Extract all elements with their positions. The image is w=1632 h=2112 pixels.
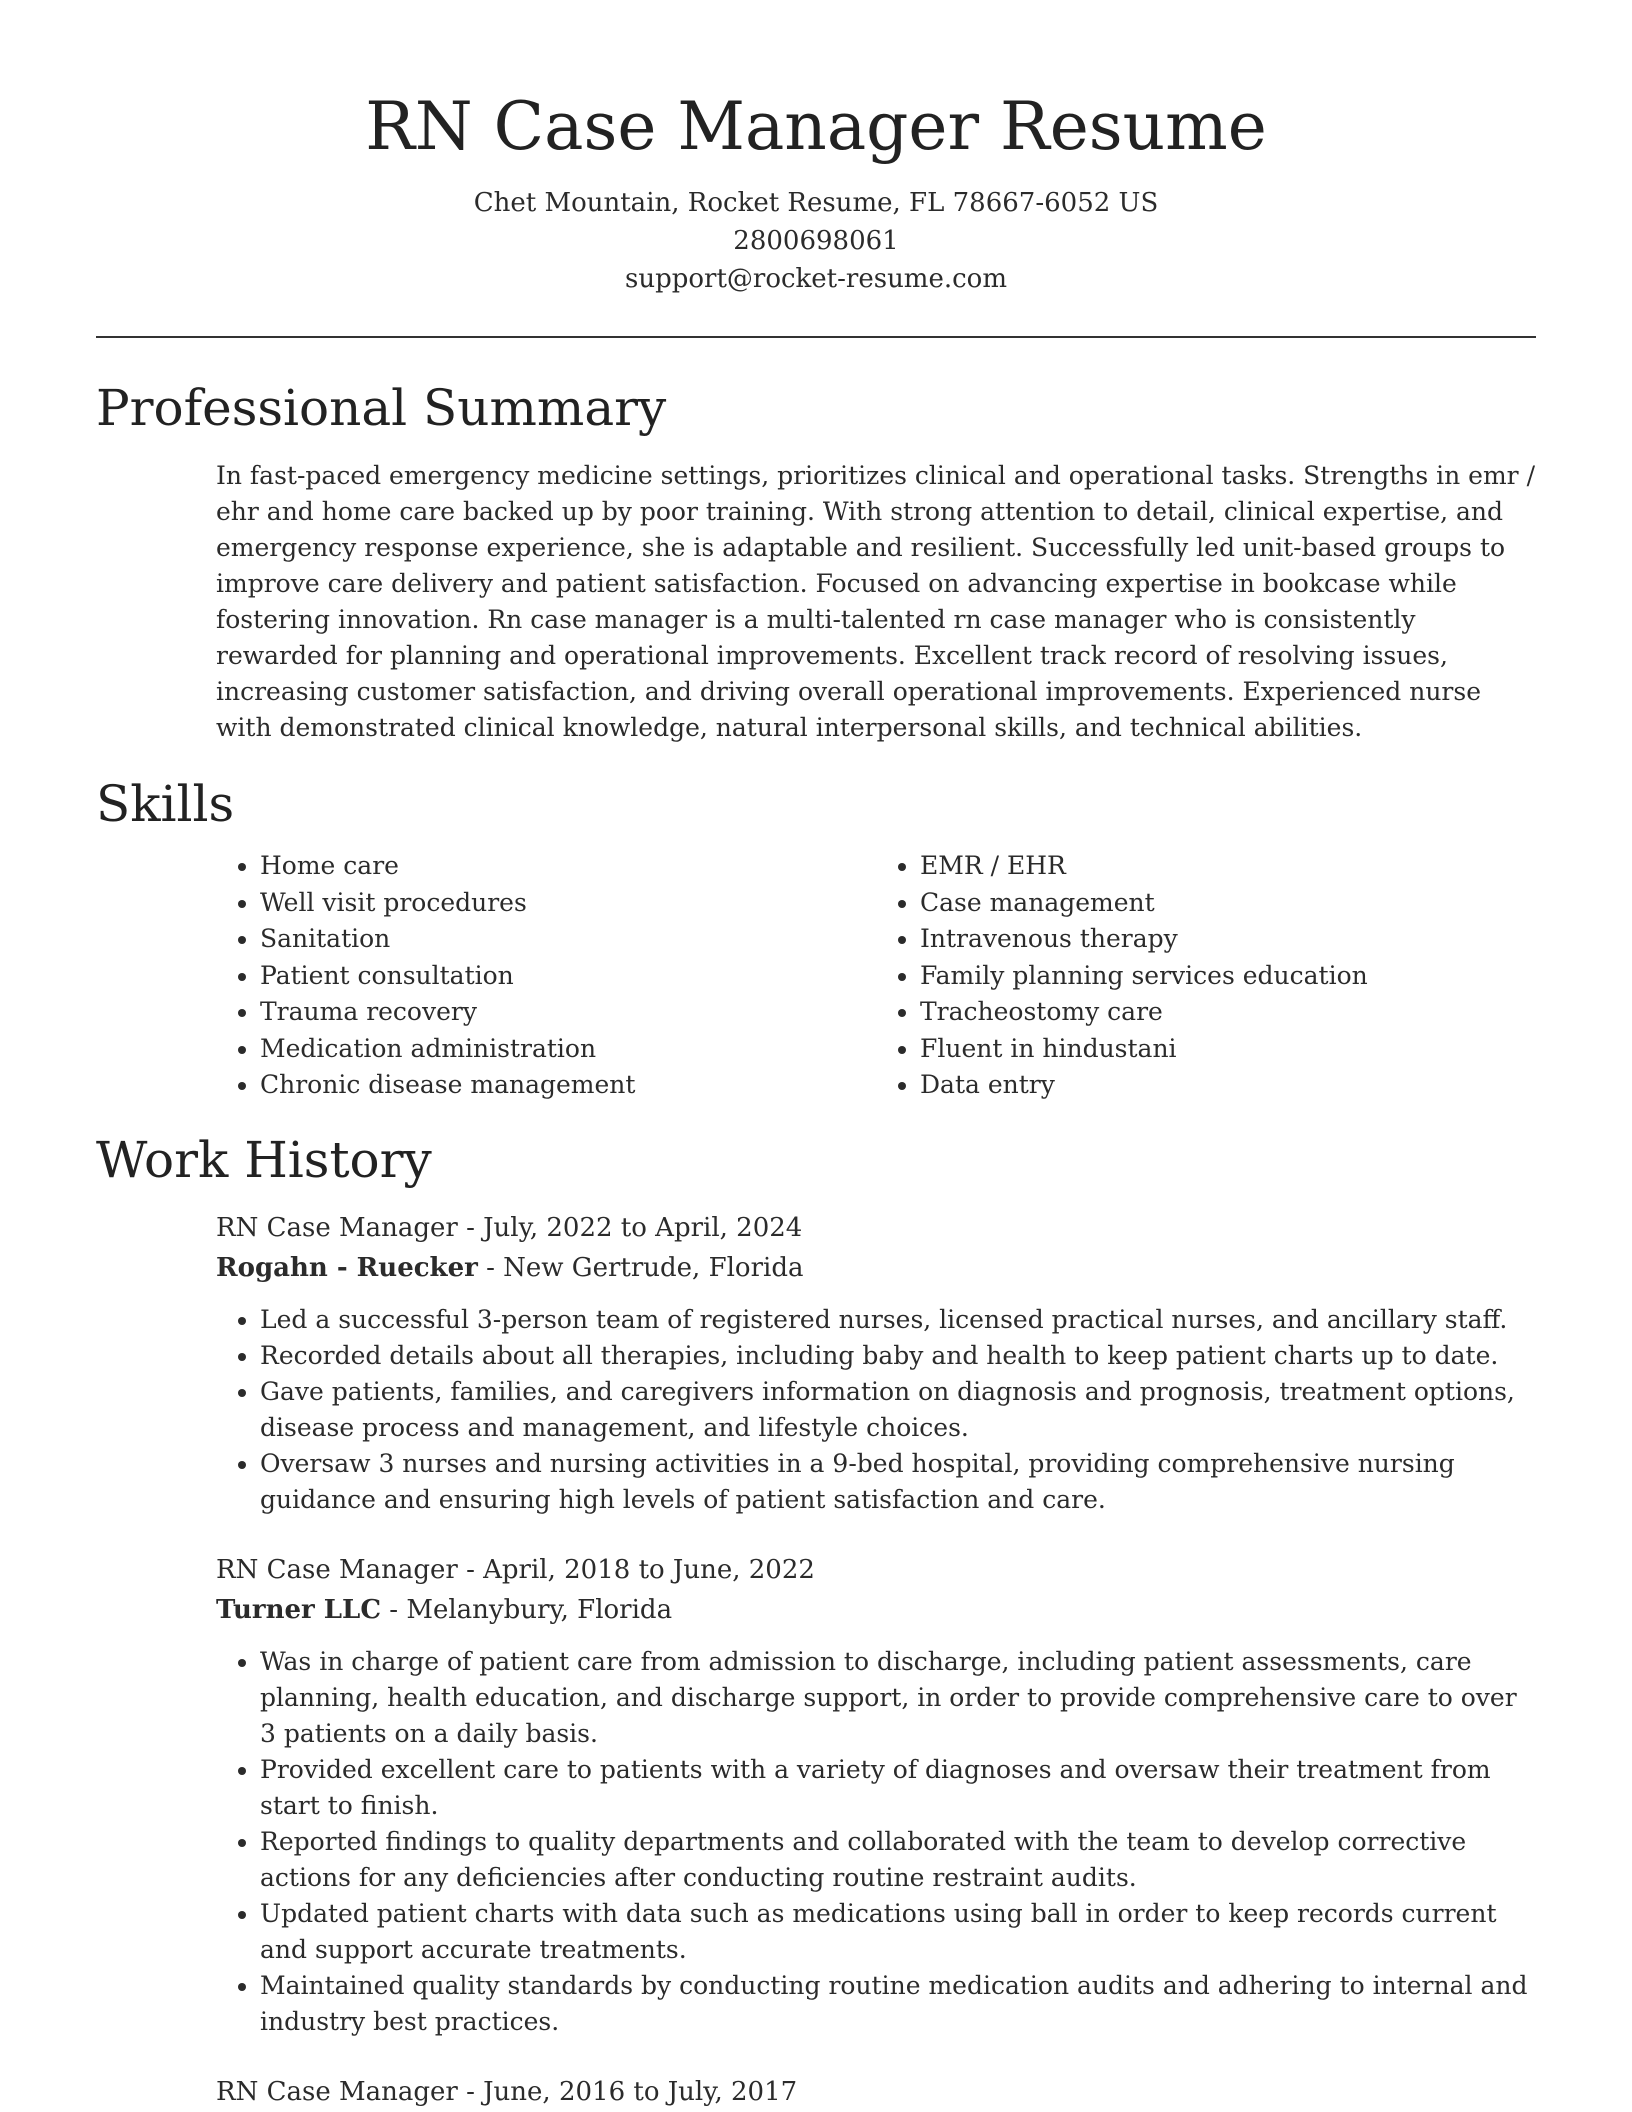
skill-item: • Fluent in hindustani	[920, 1031, 1536, 1068]
job-duty: • Reported findings to quality departments and collaborated with the team to develop corrective actions for any deficiencies after conducting routine restraint audits.	[260, 1824, 1536, 1896]
job-duties	[216, 1302, 1536, 1518]
job-company: Rogahn - Ruecker	[216, 1252, 478, 1283]
skills-column-right	[876, 848, 1536, 1104]
skill-item: • Family planning services education	[920, 958, 1536, 995]
skill-item: • Home care	[260, 848, 876, 885]
skill-item: • Chronic disease management	[260, 1067, 876, 1104]
job-entry	[216, 1550, 1536, 2040]
job-duty: • Maintained quality standards by conducting routine medication audits and adhering to internal and industry best practices.	[260, 1968, 1536, 2040]
job-duty: • Recorded details about all therapies, including baby and health to keep patient charts up to date.	[260, 1338, 1536, 1374]
work-history-heading: Work History	[96, 1130, 432, 1189]
job-title-dates: RN Case Manager - April, 2018 to June, 2022	[216, 1554, 815, 1585]
skill-item: • Well visit procedures	[260, 885, 876, 922]
skill-item: • Intravenous therapy	[920, 921, 1536, 958]
job-employer	[216, 1248, 1536, 1288]
skill-item: • Case management	[920, 885, 1536, 922]
skill-item: • Data entry	[920, 1067, 1536, 1104]
resume-header	[0, 0, 1632, 298]
job-entry	[216, 2072, 1536, 2112]
skills-heading: Skills	[96, 775, 235, 833]
resume-title: RN Case Manager Resume	[365, 88, 1267, 165]
skills-column-left	[216, 848, 876, 1104]
job-duty: • Was in charge of patient care from admission to discharge, including patient assessments, care planning, health education, and discharge support, in order to provide comprehensive care to over 3 patients on a daily basis.	[260, 1644, 1536, 1752]
header-divider	[96, 336, 1536, 338]
job-title-dates: RN Case Manager - June, 2016 to July, 2017	[216, 2076, 798, 2107]
contact-phone: 2800698061	[733, 226, 899, 256]
job-location: - Melanybury, Florida	[381, 1594, 673, 1625]
job-duty: • Oversaw 3 nurses and nursing activities in a 9-bed hospital, providing comprehensive nursing guidance and ensuring high levels of patient satisfaction and care.	[260, 1446, 1536, 1518]
skill-item: • Medication administration	[260, 1031, 876, 1068]
job-location: - New Gertrude, Florida	[477, 1252, 804, 1283]
job-title-dates: RN Case Manager - July, 2022 to April, 2024	[216, 1212, 803, 1243]
skill-item: • Trauma recovery	[260, 994, 876, 1031]
job-duty: • Provided excellent care to patients with a variety of diagnoses and oversaw their treatment from start to finish.	[260, 1752, 1536, 1824]
skill-item: • EMR / EHR	[920, 848, 1536, 885]
contact-email: support@rocket-resume.com	[624, 264, 1007, 294]
skill-item: • Patient consultation	[260, 958, 876, 995]
job-duty: • Gave patients, families, and caregivers information on diagnosis and prognosis, treatment options, disease process and management, and lifestyle choices.	[260, 1374, 1536, 1446]
skills-list	[216, 848, 1536, 1104]
job-duties	[216, 1644, 1536, 2040]
job-duty: • Led a successful 3-person team of registered nurses, licensed practical nurses, and ancillary staff.	[260, 1302, 1536, 1338]
contact-address: Chet Mountain, Rocket Resume, FL 78667-6052 US	[473, 188, 1159, 218]
job-company: Turner LLC	[216, 1594, 382, 1625]
skill-item: • Tracheostomy care	[920, 994, 1536, 1031]
job-entry	[216, 1208, 1536, 1518]
contact-info	[0, 184, 1632, 298]
summary-text: In fast-paced emergency medicine settings, prioritizes clinical and operational tasks. Strengths in emr / ehr and home care backed up by poor training. With strong attention to detail, clinical expertise, and emergency response experience, she is adaptable and resilient. Successfully led unit-based groups to improve care delivery and patient satisfaction. Focused on advancing expertise in bookcase while fostering innovation. Rn case manager is a multi-talented rn case manager who is consistently rewarded for planning and operational improvements. Excellent track record of resolving issues, increasing customer satisfaction, and driving overall operational improvements. Experienced nurse with demonstrated clinical knowledge, natural interpersonal skills, and technical abilities.	[216, 461, 1535, 742]
job-employer	[216, 1590, 1536, 1630]
job-duty: • Updated patient charts with data such as medications using ball in order to keep records current and support accurate treatments.	[260, 1896, 1536, 1968]
summary-heading: Professional Summary	[96, 379, 667, 437]
skill-item: • Sanitation	[260, 921, 876, 958]
